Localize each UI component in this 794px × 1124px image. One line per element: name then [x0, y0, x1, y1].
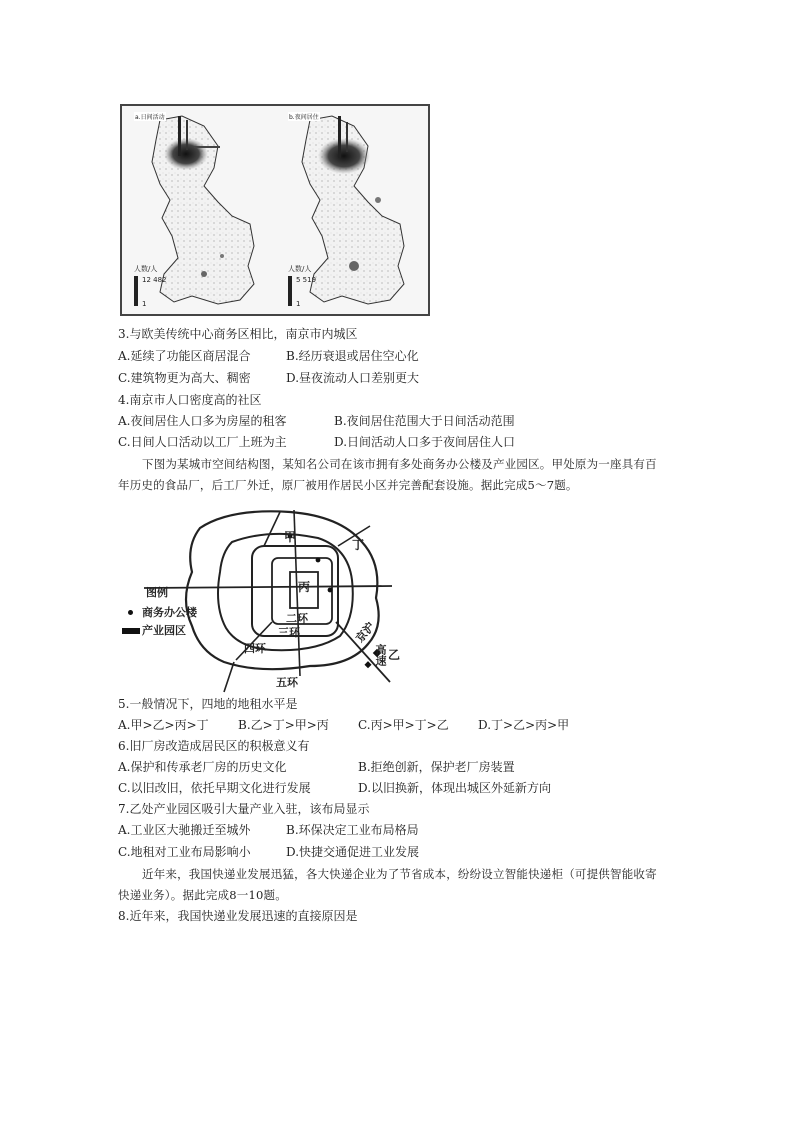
q6-option-c: C.以旧改旧，依托早期文化进行发展	[118, 781, 311, 795]
q3-option-d: D.昼夜流动人口差别更大	[286, 371, 420, 385]
q7-option-b: B.环保决定工业布局格局	[286, 823, 419, 837]
q5-stem: 5.一般情况下，四地的地租水平是	[118, 697, 298, 711]
q5-option-b: B.乙>丁>甲>丙	[238, 718, 329, 732]
label-yi: 乙	[388, 648, 401, 662]
density-map-graphic	[122, 106, 428, 314]
q5-option-a: A.甲>乙>丙>丁	[118, 718, 209, 732]
label-jing-hu: 京沪	[353, 619, 378, 645]
legend-park-swatch-icon	[122, 628, 140, 634]
q7-option-a: A.工业区大驰搬迁至城外	[118, 823, 251, 837]
population-density-maps	[120, 104, 430, 316]
q3-stem: 3.与欧美传统中心商务区相比，南京市内城区	[118, 327, 358, 341]
q4-stem: 4.南京市人口密度高的社区	[118, 393, 262, 407]
legend-a-max: 12 482	[142, 276, 167, 284]
diagram-legend-title: 图例	[146, 586, 168, 599]
q4-option-a: A.夜间居住人口多为房屋的租客	[118, 414, 287, 428]
office-ding	[316, 558, 321, 563]
q3-option-c: C.建筑物更为高大、稠密	[118, 371, 251, 385]
q4-option-d: D.日间活动人口多于夜间居住人口	[334, 435, 516, 449]
intro-8-10-line1: 近年来，我国快递业发展迅猛，各大快递企业为了节省成本，纷纷设立智能快递柜（可提供智能收寄	[142, 867, 657, 881]
label-er-huan: 二环	[286, 612, 308, 625]
q5-option-c: C.丙>甲>丁>乙	[358, 718, 449, 732]
q4-option-b: B.夜间居住范围大于日间活动范围	[334, 414, 515, 428]
q6-option-d: D.以旧换新，体现出城区外延新方向	[358, 781, 552, 795]
city-ring-diagram	[140, 506, 400, 696]
panel-b-label: b.夜间居住	[289, 114, 319, 121]
q6-stem: 6.旧厂房改造成居民区的积极意义有	[118, 739, 310, 753]
intro-8-10-line2: 快递业务）。据此完成8一10题。	[118, 888, 287, 902]
label-jia: 甲	[284, 530, 297, 544]
legend-office-dot-icon	[128, 610, 133, 615]
label-bing: 丙	[298, 580, 311, 594]
intro-5-7-line1: 下图为某城市空间结构图，某知名公司在该市拥有多处商务办公楼及产业园区。甲处原为一座具有百	[142, 457, 657, 471]
legend-b-title: 人数/人	[288, 265, 312, 273]
legend-office-label: 商务办公楼	[142, 606, 197, 619]
label-san-huan: 三环	[278, 626, 300, 639]
intro-5-7-line2: 年历史的食品厂，后工厂外迁，原厂被用作居民小区并完善配套设施。据此完成5～7题。	[118, 478, 578, 492]
label-gao-su: 高速	[374, 644, 387, 666]
label-si-huan: 四环	[244, 642, 266, 655]
legend-b-min: 1	[296, 300, 301, 308]
ring-roads-graphic	[140, 506, 400, 696]
q5-option-d: D.丁>乙>丙>甲	[478, 718, 570, 732]
q6-option-a: A.保护和传承老厂房的历史文化	[118, 760, 287, 774]
office-bing	[328, 588, 333, 593]
q7-option-c: C.地租对工业布局影响小	[118, 845, 251, 859]
q8-stem: 8.近年来，我国快递业发展迅速的直接原因是	[118, 909, 358, 923]
legend-a-min: 1	[142, 300, 147, 308]
legend-a-title: 人数/人	[134, 265, 158, 273]
panel-a-label: a.日间活动	[135, 114, 165, 121]
label-ding: 丁	[352, 538, 365, 552]
q3-option-a: A.延续了功能区商居混合	[118, 349, 251, 363]
q6-option-b: B.拒绝创新，保护老厂房装置	[358, 760, 515, 774]
label-wu-huan: 五环	[276, 676, 298, 689]
q7-option-d: D.快捷交通促进工业发展	[286, 845, 420, 859]
q7-stem: 7.乙处产业园区吸引大量产业入驻，该布局显示	[118, 802, 370, 816]
legend-park-label: 产业园区	[142, 624, 186, 637]
q4-option-c: C.日间人口活动以工厂上班为主	[118, 435, 287, 449]
q3-option-b: B.经历衰退或居住空心化	[286, 349, 419, 363]
legend-b-max: 5 519	[296, 276, 317, 284]
